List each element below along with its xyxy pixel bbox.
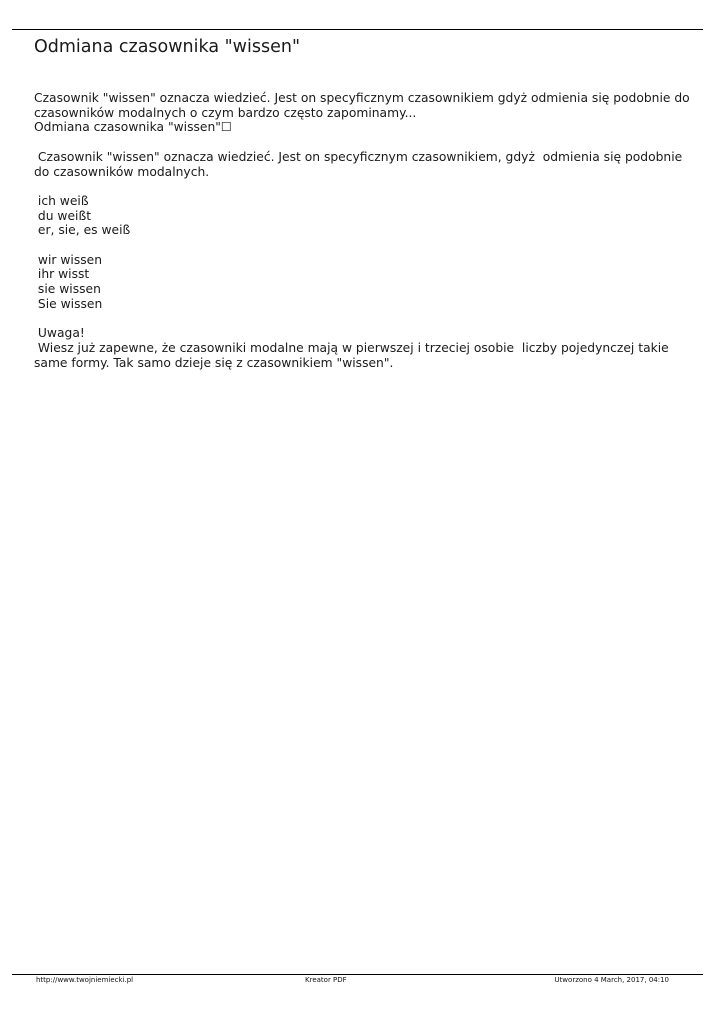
intro-subtitle: Odmiana czasownika "wissen"☐ bbox=[34, 120, 232, 135]
page-title: Odmiana czasownika "wissen" bbox=[34, 37, 300, 57]
conjugation-singular: er, sie, es weiß bbox=[34, 223, 131, 238]
note-line: Wiesz już zapewne, że czasowniki modalne mają w pierwszej i trzeciej osobie liczby pojedynczej takie bbox=[34, 340, 669, 355]
note-line: same formy. Tak samo dzieje się z czasownikiem "wissen". bbox=[34, 355, 394, 370]
spacer bbox=[34, 179, 694, 194]
document-body bbox=[34, 91, 694, 370]
spacer bbox=[34, 312, 694, 327]
footer-creator: Kreator PDF bbox=[305, 976, 347, 984]
conjugation-plural: sie wissen bbox=[34, 282, 101, 297]
footer-url: http://www.twojniemiecki.pl bbox=[36, 976, 134, 984]
conjugation-singular: ich weiß bbox=[34, 193, 89, 208]
spacer bbox=[34, 238, 694, 253]
paragraph-line: Czasownik "wissen" oznacza wiedzieć. Jest on specyficznym czasownikiem, gdyż odmienia się podobnie bbox=[34, 149, 683, 164]
header-divider bbox=[12, 29, 703, 30]
paragraph-line: do czasowników modalnych. bbox=[34, 164, 210, 179]
conjugation-plural: ihr wisst bbox=[34, 267, 90, 282]
conjugation-plural: Sie wissen bbox=[34, 296, 103, 311]
conjugation-singular: du weißt bbox=[34, 208, 92, 223]
conjugation-plural: wir wissen bbox=[34, 252, 103, 267]
spacer bbox=[34, 135, 694, 150]
note-heading: Uwaga! bbox=[34, 326, 85, 341]
footer-divider bbox=[12, 974, 703, 975]
intro-line: Czasownik "wissen" oznacza wiedzieć. Jest on specyficznym czasownikiem gdyż odmienia się podobnie do bbox=[34, 91, 690, 105]
footer-created-date: Utworzono 4 March, 2017, 04:10 bbox=[554, 976, 669, 984]
intro-line: czasowników modalnych o czym bardzo często zapominamy... bbox=[34, 105, 417, 120]
